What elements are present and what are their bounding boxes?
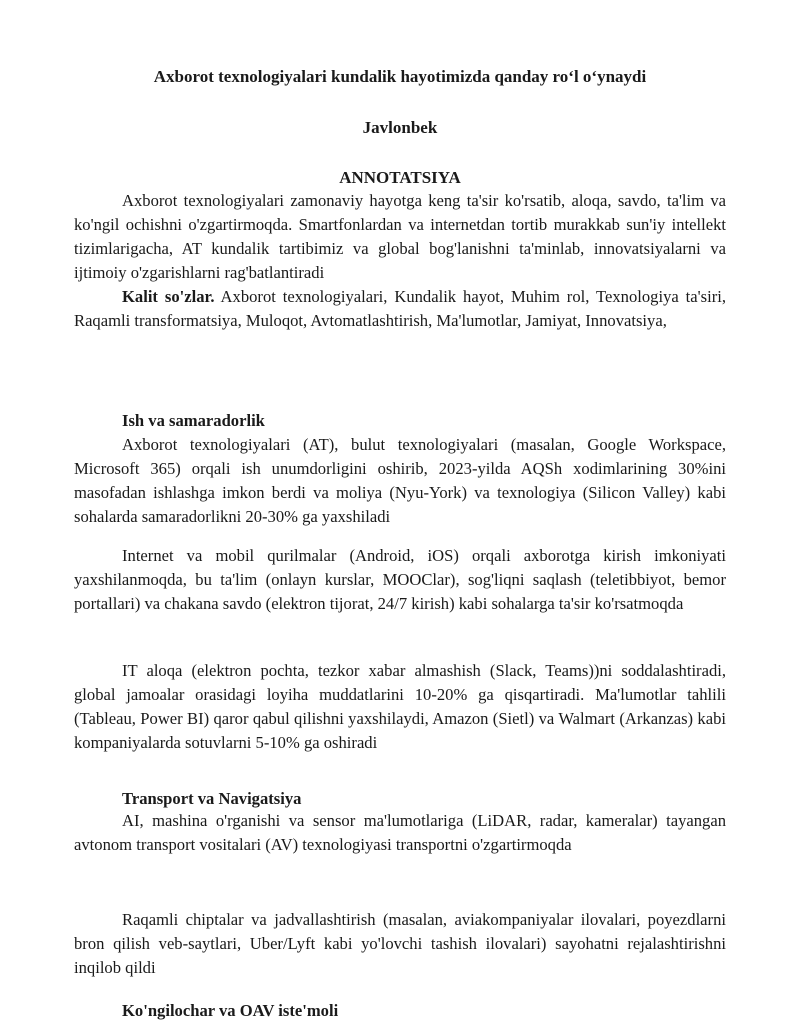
paragraph-work-3: IT aloqa (elektron pochta, tezkor xabar almashish (Slack, Teams))ni soddalashtiradi, global jamoalar orasidagi loyiha muddatlarini 10-20% ga qisqartiradi. Ma'lumotlar tahlili (Tableau, Power BI) qaror qabul qilishni yaxshilaydi, Amazon (Sietl) va Walmart (Arkanzas) kabi kompaniyalarda sotuvlarni 5-10% ga oshiradi (74, 661, 726, 752)
section-heading-entertainment: Ko'ngilochar va OAV iste'moli (122, 1001, 339, 1020)
document-author: Javlonbek (362, 118, 438, 137)
section-heading-work: Ish va samaradorlik (122, 411, 265, 430)
document-title: Axborot texnologiyalari kundalik hayotimizda qanday ro‘l o‘ynaydi (153, 67, 647, 86)
paragraph-work-2: Internet va mobil qurilmalar (Android, iOS) orqali axborotga kirish imkoniyati yaxshilanmoqda, bu ta'lim (onlayn kurslar, MOOClar), sog'liqni saqlash (teletibbiyot, bemor portallari) va chakana savdo (elektron tijorat, 24/7 kirish) kabi sohalarga ta'sir ko'rsatmoqda (74, 546, 726, 613)
keywords-paragraph (74, 285, 726, 333)
section-heading-transport: Transport va Navigatsiya (122, 789, 302, 808)
paragraph-transport-1: AI, mashina o'rganishi va sensor ma'lumotlariga (LiDAR, radar, kameralar) tayangan avtonom transport vositalari (AV) texnologiyasi transportni o'zgartirmoqda (74, 811, 726, 854)
paragraph-work-1: Axborot texnologiyalari (AT), bulut texnologiyalari (masalan, Google Workspace, Microsoft 365) orqali ish unumdorligini oshirib, 2023-yilda AQSh xodimlarining 30%ini masofadan ishlashga imkon berdi va moliya (Nyu-York) va texnologiya (Silicon Valley) kabi sohalarda samaradorlikni 20-30% ga yaxshiladi (74, 435, 726, 526)
annotation-paragraph: Axborot texnologiyalari zamonaviy hayotga keng ta'sir ko'rsatib, aloqa, savdo, ta'lim va ko'ngil ochishni o'zgartirmoqda. Smartfonlardan va internetdan tortib murakkab sun'iy intellekt tizimlarigacha, AT kundalik tartibimiz va global bog'lanishni ta'minlab, innovatsiyalarni va ijtimoiy o'zgarishlarni rag'batlantiradi (74, 191, 726, 282)
keywords-label: Kalit so'zlar. (122, 287, 215, 306)
keywords-text: Axborot texnologiyalari, Kundalik hayot, Muhim rol, Texnologiya ta'siri, Raqamli transformatsiya, Muloqot, Avtomatlashtirish, Ma'lumotlar, Jamiyat, Innovatsiya, (74, 287, 726, 330)
annotation-heading: ANNOTATSIYA (339, 168, 461, 187)
paragraph-transport-2: Raqamli chiptalar va jadvallashtirish (masalan, aviakompaniyalar ilovalari, poyezdlarni bron qilish veb-saytlari, Uber/Lyft kabi yo'lovchi tashish ilovalari) sayohatni rejalashtirishni inqilob qildi (74, 910, 726, 977)
